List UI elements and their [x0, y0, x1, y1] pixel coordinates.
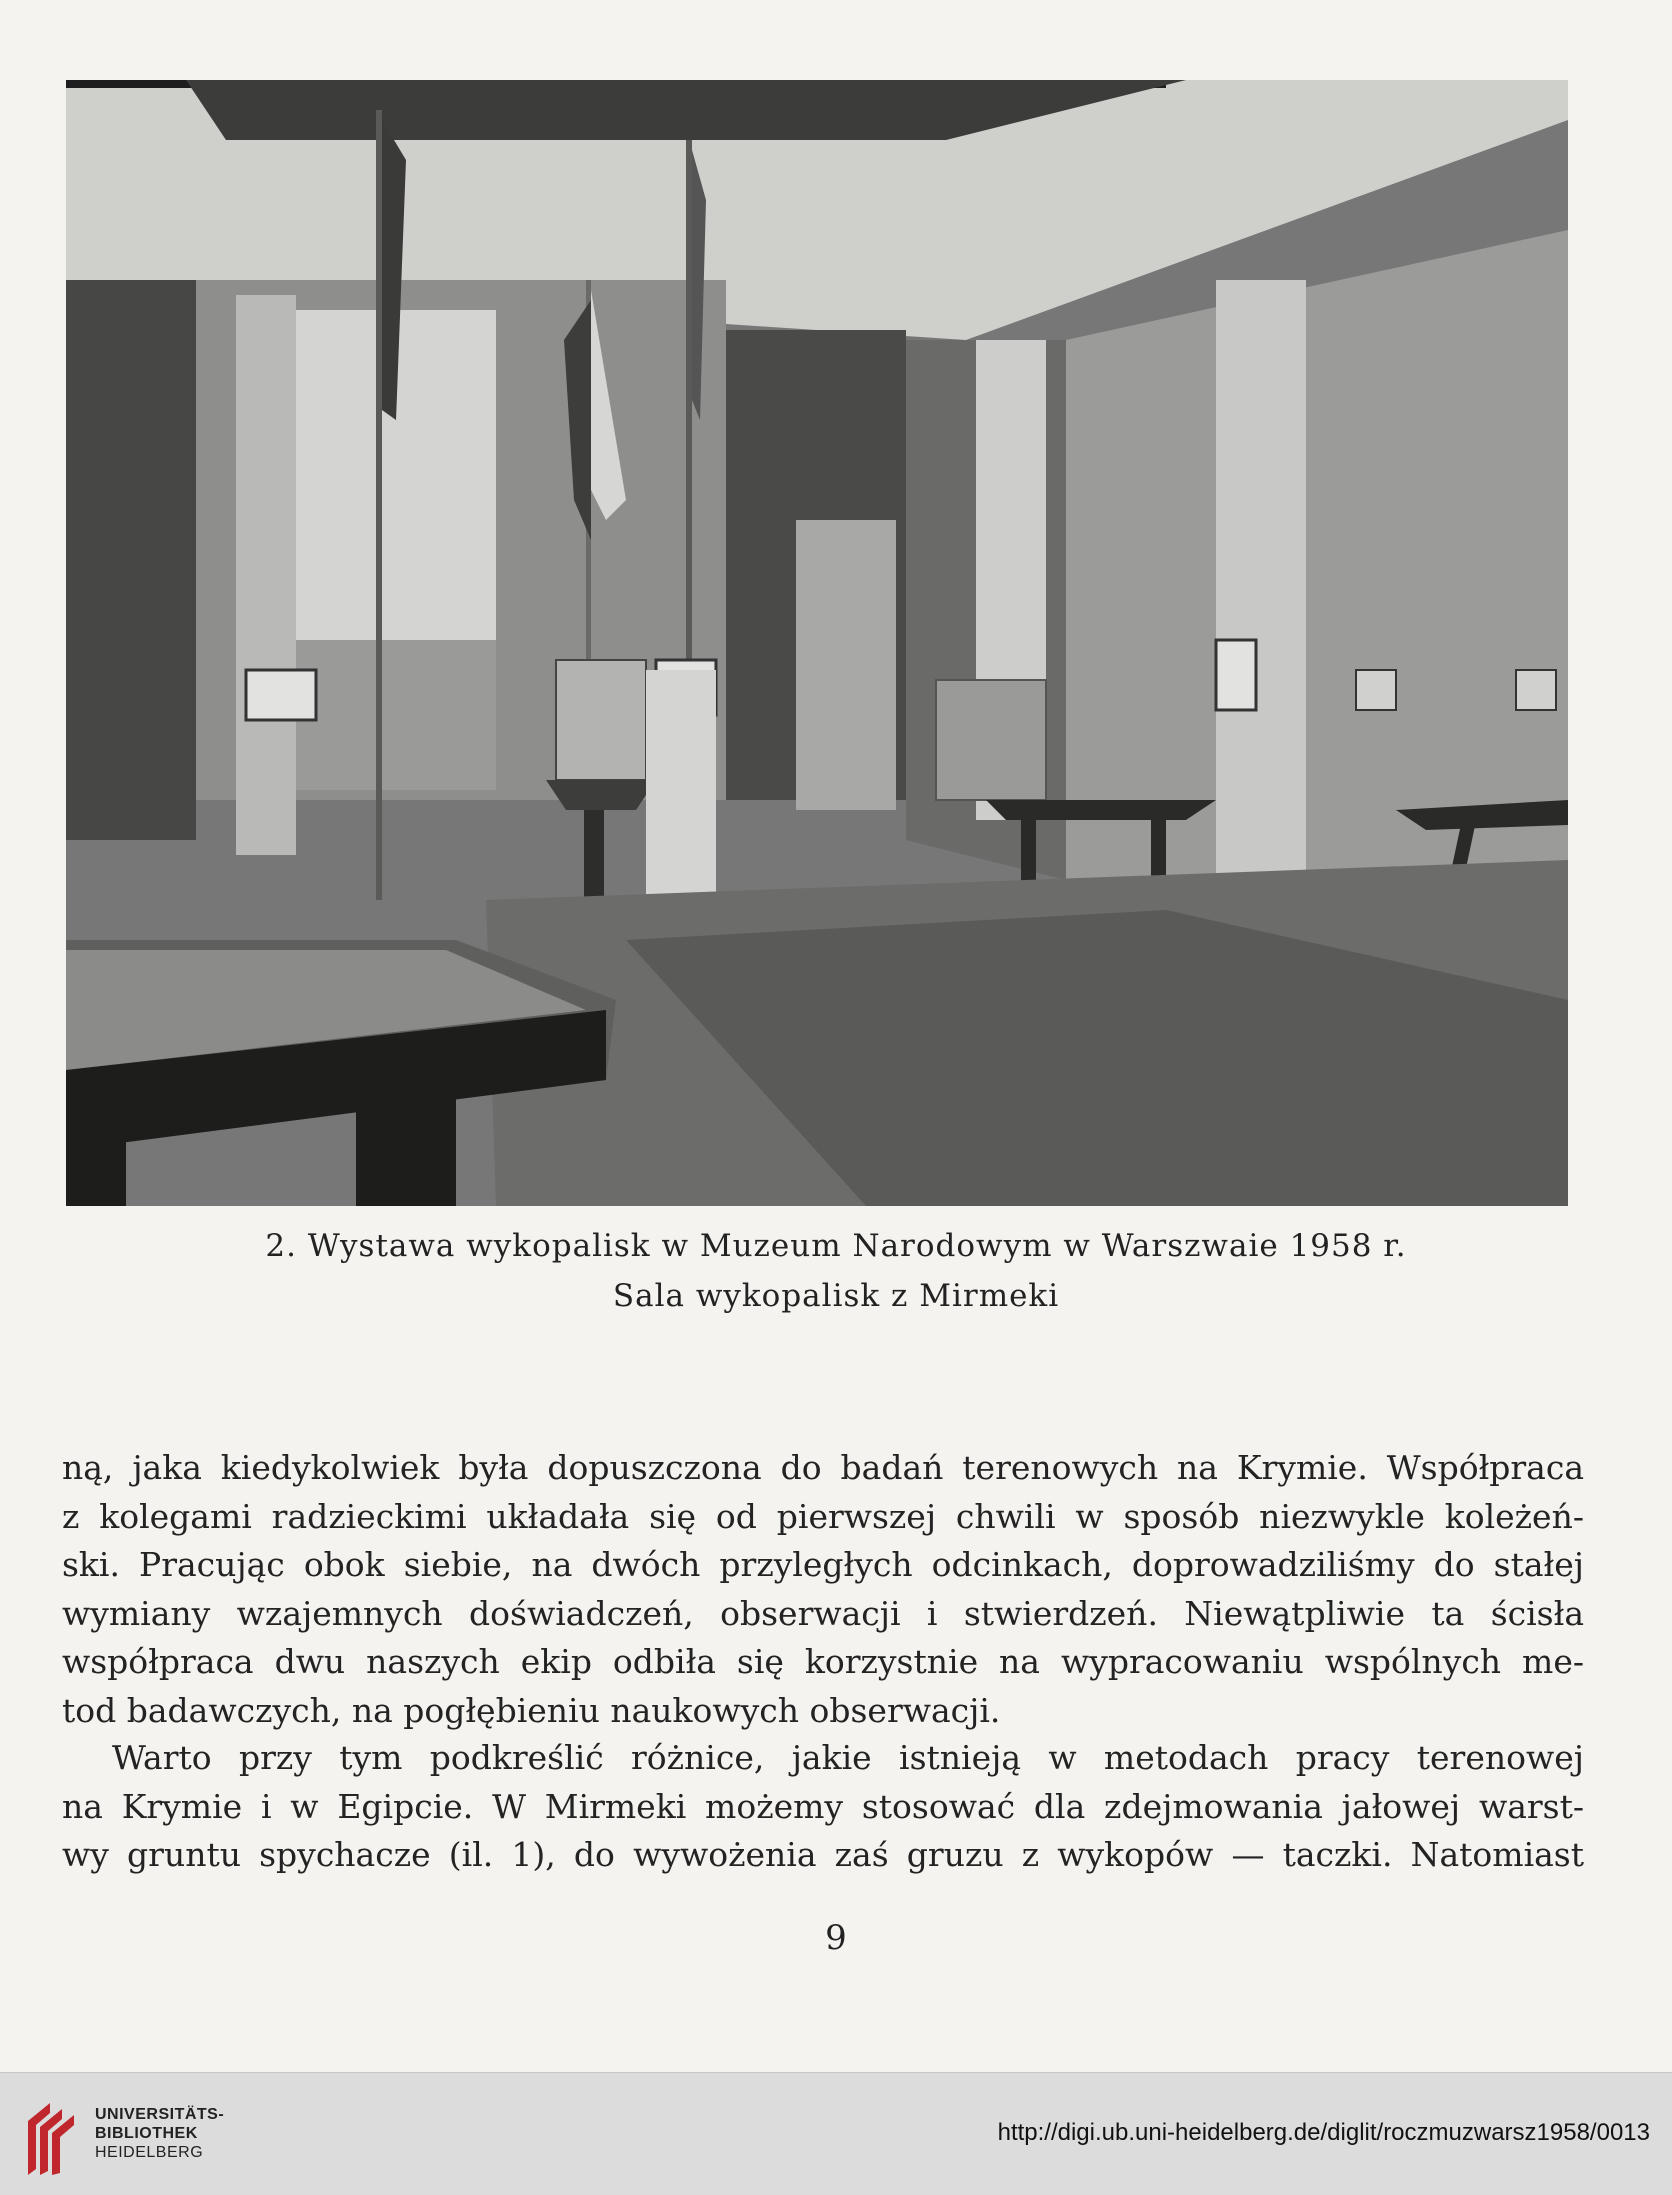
body-paragraph-2	[62, 1734, 1584, 1880]
text-line: ną, jaka kiedykolwiek była dopuszczona do badań terenowych na Krymie. Współpraca	[62, 1448, 1584, 1487]
library-name-line-1: UNIVERSITÄTS-	[95, 2106, 225, 2123]
figure-caption-line-2: Sala wykopalisk z Mirmeki	[612, 1278, 1060, 1314]
text-line: współpraca dwu naszych ekip odbiła się korzystnie na wypracowaniu wspólnych me-	[62, 1642, 1584, 1681]
figure-caption-line-1: 2. Wystawa wykopalisk w Muzeum Narodowym w Warszwaie 1958 r.	[265, 1228, 1407, 1264]
library-name-line-3: HEIDELBERG	[95, 2144, 204, 2161]
text-line: tod badawczych, na pogłębieniu naukowych obserwacji.	[62, 1690, 1001, 1730]
body-paragraph-1	[62, 1444, 1584, 1735]
text-line: wy gruntu spychacze (il. 1), do wywożenia zaś gruzu z wykopów — taczki. Natomiast	[62, 1835, 1584, 1874]
page-number: 9	[825, 1918, 847, 1958]
library-footer	[0, 2072, 1672, 2195]
permalink-link[interactable]: http://digi.ub.uni-heidelberg.de/diglit/roczmuzwarsz1958/0013	[997, 2119, 1650, 2146]
text-line: z kolegami radzieckimi układała się od pierwszej chwili w sposób niezwykle koleżeń-	[62, 1496, 1584, 1536]
permalink	[998, 2119, 1650, 2147]
text-line: ski. Pracując obok siebie, na dwóch przyległych odcinkach, doprowadziliśmy do stałej	[62, 1545, 1584, 1584]
library-name-line-2: BIBLIOTHEK	[95, 2125, 198, 2142]
text-line: wymiany wzajemnych doświadczeń, obserwacji i stwierdzeń. Niewątpliwie ta ścisła	[62, 1593, 1584, 1633]
text-line: Warto przy tym podkreślić różnice, jakie istnieją w metodach pracy terenowej	[112, 1738, 1584, 1777]
exhibition-hall-photograph	[66, 80, 1568, 1206]
library-name	[95, 2105, 224, 2162]
text-line: na Krymie i w Egipcie. W Mirmeki możemy stosować dla zdejmowania jałowej warst-	[62, 1786, 1584, 1826]
university-library-logo-icon[interactable]	[20, 2091, 82, 2177]
photo-drawing	[66, 80, 1568, 1206]
